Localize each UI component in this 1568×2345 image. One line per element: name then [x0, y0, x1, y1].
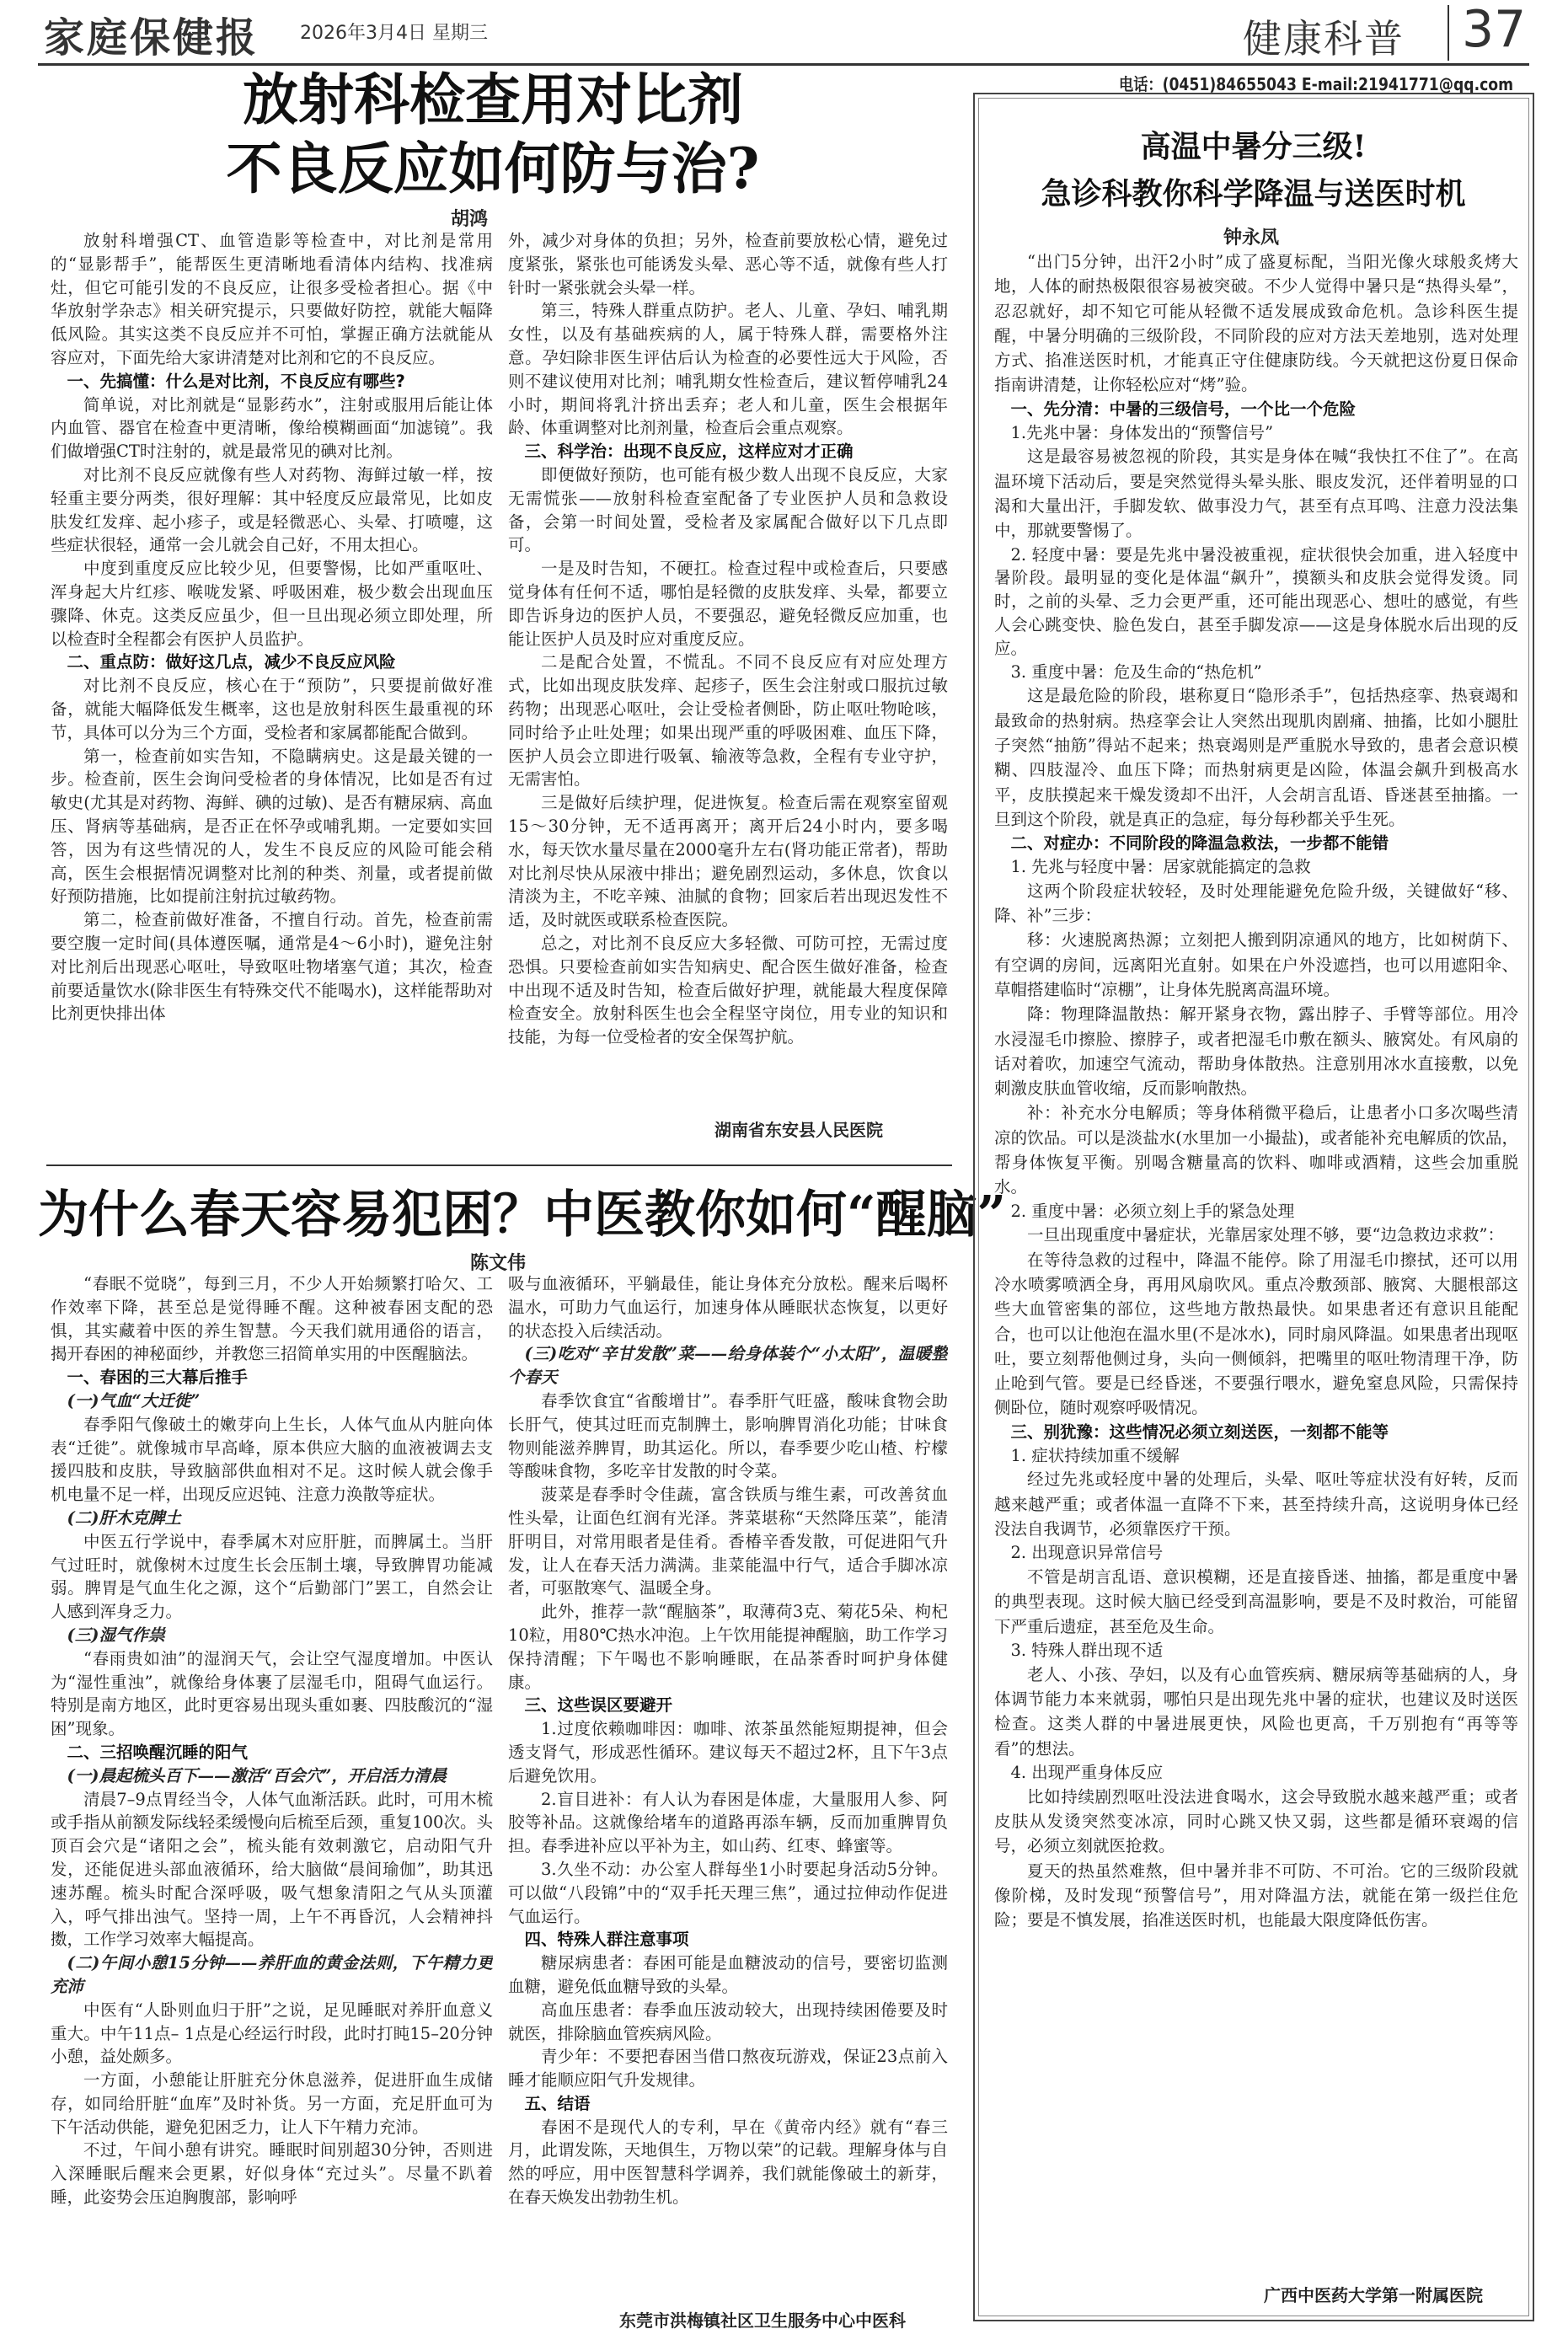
paragraph: 三是做好后续护理，促进恢复。检查后需在观察室留观15～30分钟，无不适再离开；离开后24小时内，要多喝水，每天饮水量尽量在2000毫升左右(肾功能正常者)，帮助对比剂尽快从尿液中排出；避免剧烈运动，多休息，饮食以清淡为主，不吃辛辣、油腻的食物；回家后若出现迟发性不适，及时就医或联系检查医院。 [508, 793, 948, 930]
sub-subheading: (二)午间小憩15分钟——养肝血的黄金法则，下午精力更充沛 [51, 1953, 493, 1996]
sub-subheading: (三)吃对“辛甘发散”菜——给身体装个“小太阳”，温暖整个春天 [508, 1344, 948, 1388]
paragraph: 2. 重度中暑：必须立刻上手的紧急处理 [1010, 1201, 1295, 1221]
paragraph: 此外，推荐一款“醒脑茶”，取薄荷3克、菊花5朵、枸杞10粒，用80℃热水冲泡。上午饮用能提神醒脑，助工作学习保持清醒；下午喝也不影响睡眠，在品茶香时呵护身体健康。 [508, 1602, 948, 1692]
article3-title-line2: 急诊科教你科学降温与送医时机 [1041, 176, 1466, 211]
paragraph: 菠菜是春季时令佳蔬，富含铁质与维生素，可改善贫血性头晕，让面色红润有光泽。荠菜堪称“天然降压菜”，能清肝明目，对常用眼者是佳肴。香椿辛香发散，可促进阳气升发，让人在春天活力满满。韭菜能温中行气，适合手脚冰凉者，可驱散寒气、温暖全身。 [508, 1485, 948, 1598]
article3-credit: 广西中医药大学第一附属医院 [1264, 2285, 1483, 2305]
paragraph: 一是及时告知，不硬扛。检查过程中或检查后，只要感觉身体有任何不适，哪怕是轻微的皮肤发痒、头晕，都要立即告诉身边的医护人员，不要强忍，避免轻微反应加重，也能让医护人员及时应对重度反应。 [508, 559, 948, 649]
paragraph: 这是最危险的阶段，堪称夏日“隐形杀手”，包括热痉挛、热衰竭和最致命的热射病。热痉挛会让人突然出现肌肉剧痛、抽搐，比如小腿肚子突然“抽筋”得站不起来；热衰竭则是严重脱水导致的，患者会意识模糊、四肢湿冷、血压下降；而热射病更是凶险，体温会飙升到极高水平，皮肤摸起来干燥发烫却不出汗，人会胡言乱语、昏迷甚至抽搐。一旦到这个阶段，就是真正的急症，每分每秒都关乎生死。 [994, 686, 1518, 829]
paragraph: 中度到重度反应比较少见，但要警惕，比如严重呕吐、浑身起大片红疹、喉咙发紧、呼吸困难，极少数会出现血压骤降、休克。这类反应虽少，但一旦出现必须立即处理，所以检查时全程都会有医护人员监护。 [51, 559, 493, 649]
paragraph: 3.久坐不动：办公室人群每坐1小时要起身活动5分钟。可以做“八段锦”中的“双手托天理三焦”，通过拉伸动作促进气血运行。 [508, 1859, 948, 1926]
paragraph: 中医五行学说中，春季属木对应肝脏，而脾属土。当肝气过旺时，就像树木过度生长会压制土壤，导致脾胃功能减弱。脾胃是气血生化之源，这个“后勤部门”罢工，自然会让人感到浑身乏力。 [51, 1531, 493, 1622]
article1-column-1 [51, 229, 493, 1282]
paragraph: 降：物理降温散热：解开紧身衣物，露出脖子、手臂等部位。用冷水浸湿毛巾擦脸、擦脖子，或者把湿毛巾敷在额头、腋窝处。有风扇的话对着吹，加速空气流动，帮助身体散热。注意别用冰水直接敷，以免刺激皮肤血管收缩，反而影响散热。 [994, 1004, 1518, 1099]
paragraph: 简单说，对比剂就是“显影药水”，注射或服用后能让体内血管、器官在检查中更清晰，像给模糊画面“加滤镜”。我们做增强CT时注射的，就是最常见的碘对比剂。 [51, 394, 493, 462]
paragraph: 第三，特殊人群重点防护。老人、儿童、孕妇、哺乳期女性，以及有基础疾病的人，属于特殊人群，需要格外注意。孕妇除非医生评估后认为检查的必要性远大于风险，否则不建议使用对比剂；哺乳期女性检查后，建议暂停哺乳24小时，期间将乳汁挤出丢弃；老人和儿童，医生会根据年龄、体重调整对比剂剂量，检查后会重点观察。 [508, 301, 948, 438]
article1-title-line2: 不良反应如何防与治? [226, 136, 760, 201]
paragraph: 中医有“人卧则血归于肝”之说，足见睡眠对养肝血意义重大。中午11点– 1点是心经运行时段，此时打盹15–20分钟小憩，益处颇多。 [51, 2000, 493, 2067]
subheading: 一、先搞懂：什么是对比剂，不良反应有哪些? [67, 371, 405, 391]
section-name: 健康科普 [1243, 16, 1405, 62]
paragraph: 补：补充水分电解质；等身体稍微平稳后，让患者小口多次喝些清凉的饮品。可以是淡盐水(水里加一小撮盐)，或者能补充电解质的饮品，帮身体恢复平衡。别喝含糖量高的饮料、咖啡或酒精，这些会加重脱水。 [994, 1103, 1518, 1197]
paragraph: 糖尿病患者：春困可能是血糖波动的信号，要密切监测血糖，避免低血糖导致的头晕。 [508, 1953, 948, 1996]
header-separator [1448, 5, 1449, 61]
paragraph: 2. 出现意识异常信号 [1010, 1543, 1164, 1563]
masthead-title: 家庭保健报 [44, 14, 260, 62]
paragraph: 1. 先兆与轻度中暑：居家就能搞定的急救 [1010, 856, 1311, 876]
paragraph: 春季饮食宜“省酸增甘”。春季肝气旺盛，酸味食物会助长肝气，使其过旺而克制脾土，影响脾胃消化功能；甘味食物则能滋养脾胃，助其运化。所以，春季要少吃山楂、柠檬等酸味食物，多吃辛甘发散的时令菜。 [508, 1390, 948, 1481]
paragraph: 一旦出现重度中暑症状，光靠居家处理不够，要“边急救边求救”： [1027, 1225, 1504, 1245]
article3-author: 钟永凤 [1223, 228, 1280, 249]
paragraph: 比如持续剧烈呕吐没法进食喝水，这会导致脱水越来越严重；或者皮肤从发烫突然变冰凉，同时心跳又快又弱，这些都是循环衰竭的信号，必须立刻就医抢救。 [994, 1786, 1518, 1856]
subheading: 四、特殊人群注意事项 [524, 1930, 689, 1950]
paragraph: 夏天的热虽然难熬，但中暑并非不可防、不可治。它的三级阶段就像阶梯，及时发现“预警信号”，用对降温方法，就能在第一级拦住危险；要是不慎发展，掐准送医时机，也能最大限度降低伤害。 [994, 1860, 1518, 1930]
paragraph: 春季阳气像破土的嫩芽向上生长，人体气血从内脏向体表“迁徙”。就像城市早高峰，原本供应大脑的血液被调去支援四肢和皮肤，导致脑部供血相对不足。这时候人就会像手机电量不足一样，出现反应迟钝、注意力涣散等症状。 [51, 1414, 493, 1505]
subheading: 三、别犹豫：这些情况必须立刻送医，一刻都不能等 [1010, 1421, 1389, 1442]
article2-column-1 [51, 1272, 493, 2326]
paragraph: 青少年：不要把春困当借口熬夜玩游戏，保证23点前入睡才能顺应阳气升发规律。 [508, 2047, 948, 2091]
subheading: 二、三招唤醒沉睡的阳气 [67, 1742, 249, 1762]
contact-info: 电话：(0451)84655043 E-mail:21941771@qq.com [1119, 74, 1514, 94]
paragraph: “春眠不觉晓”，每到三月，不少人开始频繁打哈欠、工作效率下降，甚至总是觉得睡不醒。这种被春困支配的恐惧，其实藏着中医的养生智慧。今天我们就用通俗的语言，揭开春困的神秘面纱，并教您三招简单实用的中医醒脑法。 [51, 1274, 493, 1364]
subheading: 一、先分清：中暑的三级信号，一个比一个危险 [1010, 399, 1357, 419]
subheading: 二、对症办：不同阶段的降温急救法，一步都不能错 [1010, 833, 1389, 854]
paragraph: 外，减少对身体的负担；另外，检查前要放松心情，避免过度紧张，紧张也可能诱发头晕、恶心等不适，就像有些人打针时一紧张就会头晕一样。 [508, 231, 948, 297]
paragraph: 高血压患者：春季血压波动较大，出现持续困倦要及时就医，排除脑血管疾病风险。 [508, 2000, 948, 2043]
paragraph: 吸与血液循环，平躺最佳，能让身体充分放松。醒来后喝杯温水，可助力气血运行，加速身体从睡眠状态恢复，以更好的状态投入后续活动。 [508, 1274, 948, 1341]
subheading: 五、结语 [524, 2093, 591, 2113]
article2-column-2 [508, 1272, 948, 2300]
paragraph: 不过，午间小憩有讲究。睡眠时间别超30分钟，否则进入深睡眠后醒来会更累，好似身体“充过头”。尽量不趴着睡，此姿势会压迫胸腹部，影响呼 [51, 2140, 493, 2208]
article1-column-2 [508, 229, 948, 1110]
paragraph: 总之，对比剂不良反应大多轻微、可防可控，无需过度恐惧。只要检查前如实告知病史、配合医生做好准备，检查中出现不适及时告知，检查后做好护理，就能最大程度保障检查安全。放射科医生也会全程坚守岗位，用专业的知识和技能，为每一位受检者的安全保驾护航。 [508, 933, 948, 1047]
paragraph: 二是配合处置，不慌乱。不同不良反应有对应处理方式，比如出现皮肤发痒、起疹子，医生会注射或口服抗过敏药物；出现恶心呕吐，会让受检者侧卧，防止呕吐物呛咳，同时给予止吐处理；如果出现严重的呼吸困难、血压下降，医护人员会立即进行吸氧、输液等急救，全程有专业守护，无需害怕。 [508, 652, 948, 790]
sub-subheading: (一)晨起梳头百下——激活“百会穴”，开启活力清晨 [67, 1765, 447, 1786]
article-divider [46, 1164, 952, 1166]
subheading: 三、科学治：出现不良反应，这样应对才正确 [524, 442, 854, 462]
paragraph: 在等待急救的过程中，降温不能停。除了用湿毛巾擦拭，还可以用冷水喷雾喷洒全身，再用风扇吹风。重点冷敷颈部、腋窝、大腿根部这些大血管密集的部位，这些地方散热最快。如果患者还有意识且能配合，也可以让他泡在温水里(不是冰水)，同时扇风降温。如果患者出现呕吐，要立刻帮他侧过身，头向一侧倾斜，把嘴里的呕吐物清理干净，防止呛到气管。要是已经昏迷，不要强行喂水，避免窒息风险，只需保持侧卧位，随时观察呼吸情况。 [994, 1250, 1518, 1418]
subheading: 二、重点防：做好这几点，减少不良反应风险 [67, 652, 396, 672]
article3-title-line1: 高温中暑分三级! [1140, 129, 1367, 164]
paragraph: 老人、小孩、孕妇，以及有心血管疾病、糖尿病等基础病的人，身体调节能力本来就弱，哪怕只是出现先兆中暑的症状，也建议及时送医检查。这类人群的中暑进展更快，风险也更高，千万别抱有“再等等看”的想法。 [994, 1664, 1518, 1759]
paragraph: 不管是胡言乱语、意识模糊，还是直接昏迷、抽搐，都是重度中暑的典型表现。这时候大脑已经受到高温影响，要是不及时救治，可能留下严重后遗症，甚至危及生命。 [994, 1567, 1518, 1636]
paragraph: “出门5分钟，出汗2小时”成了盛夏标配，当阳光像火球般炙烤大地，人体的耐热极限很容易被突破。不少人觉得中暑只是“热得头晕”，忍忍就好，却不知它可能从轻微不适发展成致命危机。急诊科医生提醒，中暑分明确的三级阶段，不同阶段的应对方法天差地别，选对处理方式、掐准送医时机，才能真正守住健康防线。今天就把这份夏日保命指南讲清楚，让你轻松应对“烤”验。 [994, 252, 1518, 395]
paragraph: 3. 特殊人群出现不适 [1010, 1640, 1164, 1660]
paragraph: 即便做好预防，也可能有极少数人出现不良反应，大家无需慌张——放射科检查室配备了专业医护人员和急救设备，会第一时间处置，受检者及家属配合做好以下几点即可。 [508, 464, 948, 555]
paragraph: 这两个阶段症状较轻，及时处理能避免危险升级，关键做好“移、降、补”三步： [994, 881, 1518, 926]
sub-subheading: (一)气血“大迁徙” [67, 1390, 201, 1411]
paragraph: 2. 轻度中暑：要是先兆中暑没被重视，症状很快会加重，进入轻度中暑阶段。最明显的变化是体温“飙升”，摸额头和皮肤会觉得发烫。同时，之前的头晕、乏力会更严重，还可能出现恶心、想吐的感觉，有些人会心跳变快、脸色发白，甚至手脚发凉——这是身体脱水后出现的反应。 [994, 544, 1518, 658]
article2-title: 为什么春天容易犯困？中医教你如何“醒脑” [38, 1186, 1007, 1245]
article1-credit: 湖南省东安县人民医院 [714, 1120, 883, 1140]
article2-author: 陈文伟 [470, 1253, 527, 1274]
page-number: 37 [1462, 0, 1527, 59]
paragraph: 1.过度依赖咖啡因：咖啡、浓茶虽然能短期提神，但会透支肾气，形成恶性循环。建议每天不超过2杯，且下午3点后避免饮用。 [508, 1719, 948, 1786]
paragraph: 2.盲目进补：有人认为春困是体虚，大量服用人参、阿胶等补品。这就像给堵车的道路再添车辆，反而加重脾胃负担。春季进补应以平补为主，如山药、红枣、蜂蜜等。 [508, 1789, 948, 1856]
paragraph: 移：火速脱离热源；立刻把人搬到阴凉通风的地方，比如树荫下、有空调的房间，远离阳光直射。如果在户外没遮挡，也可以用遮阳伞、草帽搭建临时“凉棚”，让身体先脱离高温环境。 [994, 930, 1518, 999]
article3-body [994, 249, 1518, 2267]
subheading: 三、这些误区要避开 [524, 1695, 673, 1716]
paragraph: 第一，检查前如实告知，不隐瞒病史。这是最关键的一步。检查前，医生会询问受检者的身体情况，比如是否有过敏史(尤其是对药物、海鲜、碘的过敏)、是否有糖尿病、高血压、肾病等基础病，是否正在怀孕或哺乳期。一定要如实回答，因为有这些情况的人，发生不良反应的风险可能会稍高，医生会根据情况调整对比剂的种类、剂量，或者提前做好预防措施，比如提前注射抗过敏药物。 [51, 746, 493, 907]
paragraph: 对比剂不良反应就像有些人对药物、海鲜过敏一样，按轻重主要分两类，很好理解：其中轻度反应最常见，比如皮肤发红发痒、起小疹子，或是轻微恶心、头晕、打喷嚏，这些症状很轻，通常一会儿就会自己好，不用太担心。 [51, 464, 493, 555]
paragraph: 1. 症状持续加重不缓解 [1010, 1445, 1180, 1465]
paragraph: 放射科增强CT、血管造影等检查中，对比剂是常用的“显影帮手”，能帮医生更清晰地看清体内结构、找准病灶，但它可能引发的不良反应，让很多受检者担心。据《中华放射学杂志》相关研究提示，只要做好防控，就能大幅降低风险。其实这类不良反应并不可怕，掌握正确方法就能从容应对，下面先给大家讲清楚对比剂和它的不良反应。 [51, 231, 493, 367]
article1-author: 胡鸿 [451, 209, 489, 230]
paragraph: 经过先兆或轻度中暑的处理后，头晕、呕吐等症状没有好转，反而越来越严重；或者体温一直降不下来，甚至持续升高，这说明身体已经没法自我调节，必须靠医疗干预。 [994, 1470, 1518, 1539]
paragraph: 一方面，小憩能让肝脏充分休息滋养，促进肝血生成储存，如同给肝脏“血库”及时补货。另一方面，充足肝血可为下午活动供能，避免犯困乏力，让人下午精力充沛。 [51, 2070, 493, 2137]
article2-credit: 东莞市洪梅镇社区卫生服务中心中医科 [619, 2310, 906, 2331]
paragraph: 清晨7–9点胃经当令，人体气血渐活跃。此时，可用木梳或手指从前额发际线轻柔缓慢向后梳至后颈，重复100次。头顶百会穴是“诸阳之会”，梳头能有效刺激它，启动阳气升发，还能促进头部血液循环，给大脑做“晨间瑜伽”，助其迅速苏醒。梳头时配合深呼吸，吸气想象清阳之气从头顶灌入，呼气排出浊气。坚持一周，上午不再昏沉，人会精神抖擞，工作学习效率大幅提高。 [51, 1789, 493, 1950]
sub-subheading: (三)湿气作祟 [67, 1625, 165, 1645]
sub-subheading: (二)肝木克脾土 [67, 1507, 181, 1528]
paragraph: 4. 出现严重身体反应 [1010, 1762, 1164, 1782]
paragraph: 春困不是现代人的专利，早在《黄帝内经》就有“春三月，此谓发陈，天地俱生，万物以荣”的记载。理解身体与自然的呼应，用中医智慧科学调养，我们就能像破土的新芽，在春天焕发出勃勃生机。 [508, 2117, 948, 2208]
paragraph: 这是最容易被忽视的阶段，其实是身体在喊“我快扛不住了”。在高温环境下活动后，要是突然觉得头晕头胀、眼皮发沉，还伴着明显的口渴和大量出汗，手脚发软、做事没力气，甚至有点耳鸣、注意力没法集中，那就要警惕了。 [994, 447, 1518, 541]
paragraph: 第二，检查前做好准备，不擅自行动。首先，检查前需要空腹一定时间(具体遵医嘱，通常是4～6小时)，避免注射对比剂后出现恶心呕吐，导致呕吐物堵塞气道；其次，检查前要适量饮水(除非医生有特殊交代不能喝水)，这样能帮助对比剂更快排出体 [51, 910, 493, 1024]
paragraph: “春雨贵如油”的湿润天气，会让空气湿度增加。中医认为“湿性重浊”，就像给身体裹了层湿毛巾，阻碍气血运行。特别是南方地区，此时更容易出现头重如裹、四肢酸沉的“湿困”现象。 [51, 1648, 493, 1739]
paragraph: 3. 重度中暑：危及生命的“热危机” [1010, 661, 1262, 682]
paragraph: 1.先兆中暑：身体发出的“预警信号” [1010, 422, 1274, 442]
paragraph: 对比剂不良反应，核心在于“预防”，只要提前做好准备，就能大幅降低发生概率，这也是放射科医生最重视的环节，具体可以分为三个方面，受检者和家属都能配合做到。 [51, 676, 493, 742]
subheading: 一、春困的三大幕后推手 [67, 1368, 249, 1388]
article1-title-line1: 放射科检查用对比剂 [243, 67, 743, 132]
issue-date: 2026年3月4日 星期三 [300, 23, 488, 44]
